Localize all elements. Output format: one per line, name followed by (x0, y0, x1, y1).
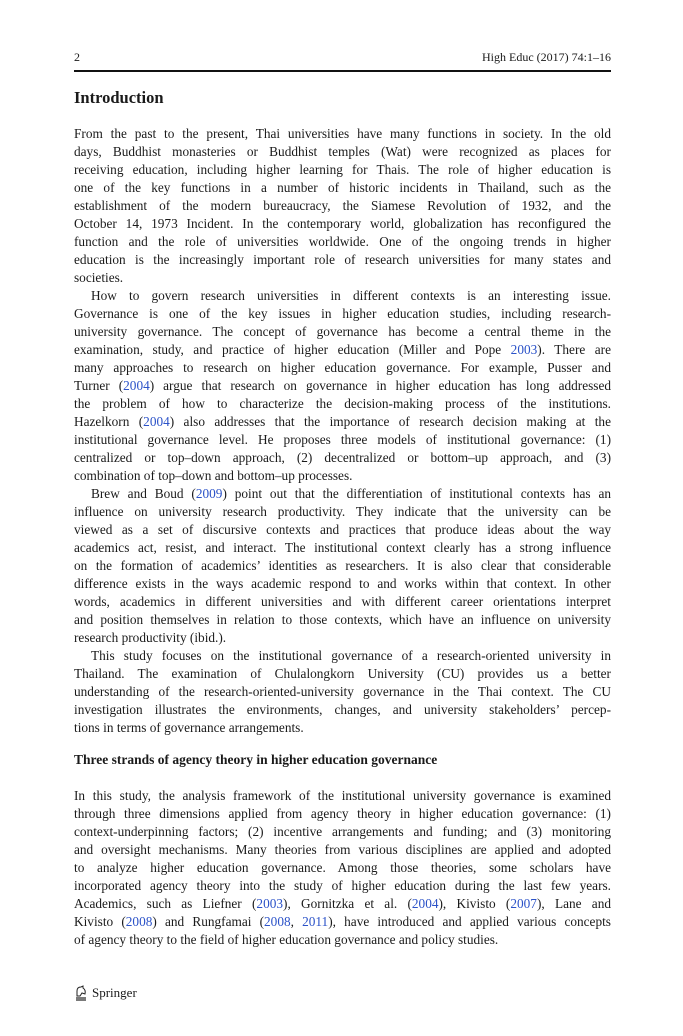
citation-link[interactable]: 2011 (302, 914, 329, 929)
text-line: tions in terms of governance arrangements. (74, 720, 304, 735)
text-line: In this study, the analysis framework of the institutional university governance is examined (74, 788, 611, 803)
header-rule (74, 70, 611, 72)
paragraph (74, 125, 611, 287)
citation-link[interactable]: 2004 (411, 896, 439, 911)
text-segment: ) also addresses that the importance of research decision making at the (169, 414, 611, 429)
paragraph (74, 485, 611, 647)
text-line: and position themselves in relation to those contexts, which have an influence on university (74, 612, 611, 627)
text-line: understanding of the research-oriented-university governance in the Thai context. The CU (74, 684, 611, 699)
text-segment: Turner ( (74, 378, 124, 393)
text-line: influence on university research productivity. They indicate that the university can be (74, 504, 611, 519)
text-line: Governance is one of the key issues in higher education studies, including research- (74, 306, 611, 321)
text-line (74, 377, 611, 395)
text-line: research productivity (ibid.). (74, 630, 227, 645)
citation-link[interactable]: 2008 (125, 914, 153, 929)
text-segment: ), Gornitzka et al. ( (283, 896, 412, 911)
text-line (74, 895, 611, 913)
text-line: context-underpinning factors; (2) incentive arrangements and funding; and (3) monitoring (74, 824, 611, 839)
body-text (74, 125, 611, 949)
text-line: of agency theory to the field of higher education governance and policy studies. (74, 932, 499, 947)
page-number: 2 (74, 50, 80, 64)
section-heading-agency-theory: Three strands of agency theory in higher education governance (74, 752, 438, 767)
text-segment: ). There are (537, 342, 611, 357)
text-line: one of the key functions in a number of historic incidents in Thailand, such as the (74, 180, 611, 195)
section-introduction-body (74, 125, 611, 737)
text-line (74, 341, 611, 359)
text-line: centralized or top–down approach, (2) decentralized or bottom–up approach, and (3) (74, 450, 611, 465)
text-line (74, 485, 611, 503)
text-line: difference exists in the ways academic respond to and works within that context. In other (74, 576, 611, 591)
citation-link[interactable]: 2008 (264, 914, 291, 929)
text-line: words, academics in different universities and with different career orientations interpret (74, 594, 611, 609)
text-segment: Hazelkorn ( (74, 414, 144, 429)
text-line: through three dimensions applied from agency theory in higher education governance: (1) (74, 806, 611, 821)
text-line: function and the role of universities worldwide. One of the ongoing trends in higher (74, 234, 611, 249)
text-segment: ) argue that research on governance in higher education has long addressed (149, 378, 611, 393)
publisher-footer (74, 985, 137, 1001)
citation-link[interactable]: 2004 (143, 414, 170, 429)
text-line: From the past to the present, Thai universities have many functions in society. In the old (74, 126, 611, 141)
text-line: October 14, 1973 Incident. In the contemporary world, globalization has reconfigured the (74, 216, 611, 231)
text-line: university governance. The concept of governance has become a central theme in the (74, 324, 611, 339)
text-line: education is the increasingly important role of research universities for many states and (74, 252, 611, 267)
text-line (74, 413, 611, 431)
citation-link[interactable]: 2004 (123, 378, 150, 393)
text-line: societies. (74, 270, 124, 285)
text-line: on the formation of academics’ identities as researchers. It is also clear that considerable (74, 558, 611, 573)
text-segment: Academics, such as Liefner ( (74, 896, 257, 911)
text-line: How to govern research universities in different contexts is an interesting issue. (91, 288, 611, 303)
text-line: receiving education, including higher learning for Thais. The role of higher education is (74, 162, 611, 177)
journal-citation: High Educ (2017) 74:1–16 (482, 50, 611, 64)
publisher-name: Springer (92, 985, 137, 1000)
paragraph (74, 787, 611, 949)
text-line: investigation illustrates the environments, changes, and university stakeholders’ percep- (74, 702, 611, 717)
citation-link[interactable]: 2007 (510, 896, 537, 911)
text-line: the problem of how to characterize the decision-making process of the institutions. (74, 396, 611, 411)
text-segment: ) point out that the differentiation of institutional contexts has an (222, 486, 612, 501)
section-heading-introduction: Introduction (74, 88, 164, 107)
text-segment: ), have introduced and applied various concepts (328, 914, 611, 929)
citation-link[interactable]: 2009 (195, 486, 223, 501)
text-line: Thailand. The examination of Chulalongkorn University (CU) provides us a better (74, 666, 611, 681)
text-line: viewed as a set of discursive contexts and practices that produce ideas about the way (74, 522, 611, 537)
text-line: academics act, resist, and interact. The institutional context clearly has a strong influence (74, 540, 611, 555)
text-line: This study focuses on the institutional governance of a research-oriented university in (91, 648, 611, 663)
text-line (74, 913, 611, 931)
text-segment: ), Kivisto ( (438, 896, 511, 911)
text-line: to analyze higher education governance. Among those theories, some scholars have (74, 860, 611, 875)
text-segment: , (290, 914, 303, 929)
running-header (74, 50, 611, 65)
paragraph (74, 647, 611, 737)
text-segment: ) and Rungfamai ( (152, 914, 265, 929)
text-line: institutional governance level. He proposes three models of institutional governance: (1) (74, 432, 611, 447)
text-segment: examination, study, and practice of higher education (Miller and Pope (74, 342, 511, 357)
paragraph (74, 287, 611, 485)
text-segment: ), Lane and (536, 896, 611, 911)
text-line: combination of top–down and bottom–up processes. (74, 468, 353, 483)
text-segment: Brew and Boud ( (91, 486, 196, 501)
text-line: incorporated agency theory into the study of higher education during the last few years. (74, 878, 611, 893)
text-line: days, Buddhist monasteries or Buddhist temples (Wat) were recognized as places for (74, 144, 611, 159)
text-line: and oversight mechanisms. Many theories from various disciplines are applied and adopted (74, 842, 611, 857)
text-line: many approaches to research on higher education governance. For example, Pusser and (74, 360, 611, 375)
section-agency-theory-body (74, 787, 611, 949)
citation-link[interactable]: 2003 (256, 896, 284, 911)
text-segment: Kivisto ( (74, 914, 126, 929)
citation-link[interactable]: 2003 (510, 342, 538, 357)
springer-logo-icon (74, 985, 88, 1001)
text-line: establishment of the modern bureaucracy, the Siamese Revolution of 1932, and the (74, 198, 611, 213)
